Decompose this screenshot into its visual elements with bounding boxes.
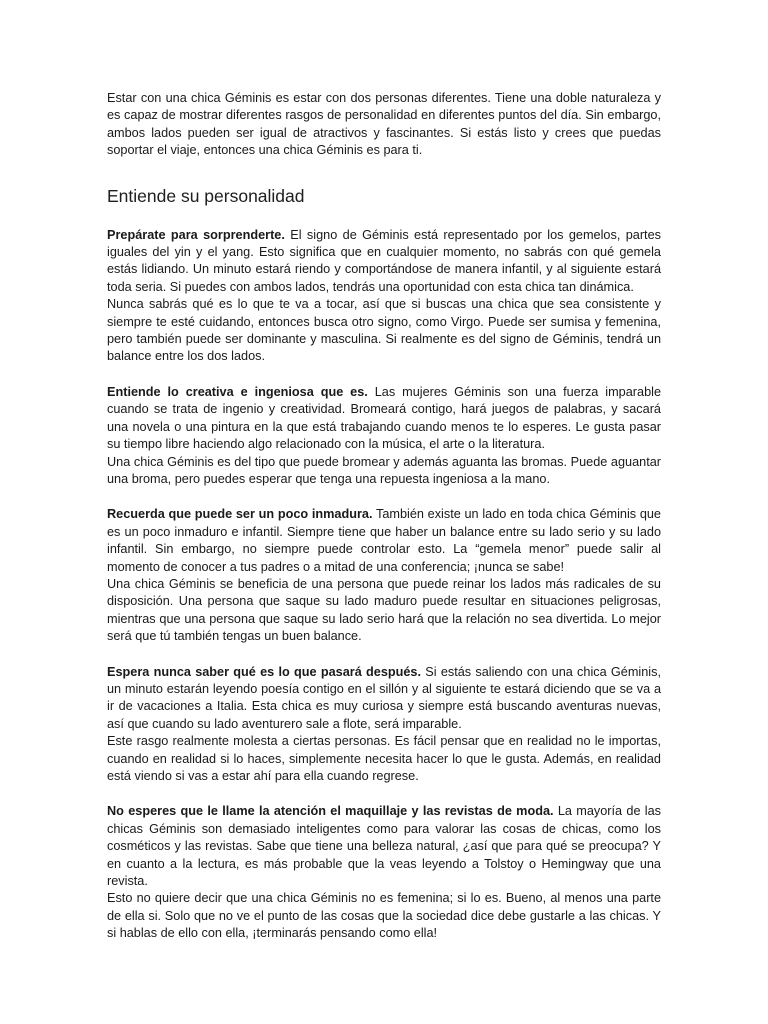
paragraph: Este rasgo realmente molesta a ciertas personas. Es fácil pensar que en realidad no le importas, cuando en realidad si lo haces, simplemente necesita hacer lo que le gusta. Además, en realidad está viendo si vas a estar ahí para ella cuando regrese. [107, 734, 661, 783]
paragraph-text: También existe un lado en toda chica Géminis que es un poco inmaduro e infantil. Siempre tiene que haber un balance entre su lado serio y su lado infantil. Sin embargo, no siempre puede controlar esto. La “gemela menor” puede salir al momento de conocer a tus padres o a mitad de una conferencia; ¡nunca se sabe! [107, 507, 661, 574]
paragraph: Esto no quiere decir que una chica Géminis no es femenina; si lo es. Bueno, al menos una parte de ella si. Solo que no ve el punto de las cosas que la sociedad dice debe gustarle a las chicas. Y si hablas de ello con ella, ¡terminarás pensando como ella! [107, 891, 661, 941]
paragraph: Una chica Géminis es del tipo que puede bromear y además aguanta las bromas. Puede aguantar una broma, pero puedes esperar que tenga una repuesta ingeniosa a la mano. [107, 454, 661, 486]
section-heading: Entiende su personalidad [107, 185, 305, 206]
paragraph-text: El signo de Géminis está representado por los gemelos, partes iguales del yin y el yang. Esto significa que en cualquier momento, no sabrás con qué gemela estás lidiando. Un minuto estará riendo y comportándose de manera infantil, y al siguiente estará toda seria. Si puedes con ambos lados, tendrás una oportunidad con esta chica tan dinámica. [107, 227, 661, 294]
paragraph-text: La mayoría de las chicas Géminis son demasiado inteligentes como para valorar las cosas de chicas, como los cosméticos y las revistas. Sabe que tiene una belleza natural, ¿así que para qué se preocupa? Y en cuanto a la lectura, es más probable que la veas leyendo a Tolstoy o Hemingway que una revista. [107, 804, 662, 889]
paragraph-lead: No esperes que le llame la atención el maquillaje y las revistas de moda. [107, 804, 554, 819]
paragraph-lead: Prepárate para sorprenderte. [107, 227, 285, 242]
intro-paragraph: Estar con una chica Géminis es estar con dos personas diferentes. Tiene una doble naturaleza y es capaz de mostrar diferentes rasgos de personalidad en diferentes puntos del día. Sin embargo, ambos lados pueden ser igual de atractivos y fascinantes. Si estás listo y crees que puedas soportar el viaje, entonces una chica Géminis es para ti. [107, 91, 661, 158]
paragraph-lead: Espera nunca saber qué es lo que pasará después. [107, 664, 422, 679]
paragraph: Nunca sabrás qué es lo que te va a tocar, así que si buscas una chica que sea consistente y siempre te esté cuidando, entonces busca otro signo, como Virgo. Puede ser sumisa y femenina, pero también puede ser dominante y masculina. Si realmente es del signo de Géminis, tendrá un balance entre los dos lados. [107, 297, 661, 364]
paragraph [107, 664, 661, 734]
section-unpredictable [107, 664, 661, 786]
section-prepare [107, 227, 661, 366]
paragraph [107, 227, 661, 297]
paragraph-text: Si estás saliendo con una chica Géminis, un minuto estarán leyendo poesía contigo en el sillón y al siguiente te estará diciendo que se va a ir de vacaciones a Italia. Esta chica es muy curiosa y siempre está buscando aventuras nuevas, así que cuando su lado aventurero sale a flote, será imparable. [107, 664, 661, 731]
paragraph [107, 384, 661, 454]
section-creative [107, 384, 661, 488]
paragraph-lead: Recuerda que puede ser un poco inmadura. [107, 507, 373, 522]
document-page [107, 90, 661, 961]
section-makeup [107, 803, 661, 942]
paragraph: Una chica Géminis se beneficia de una persona que puede reinar los lados más radicales de su disposición. Una persona que saque su lado maduro puede resultar en situaciones peligrosas, mientras que una persona que saque su lado serio hará que la relación no sea divertida. Lo mejor será que tú también tengas un buen balance. [107, 576, 661, 644]
paragraph [107, 803, 661, 890]
section-immature [107, 506, 661, 645]
paragraph [107, 506, 661, 576]
paragraph-text: Las mujeres Géminis son una fuerza imparable cuando se trata de ingenio y creatividad. Bromeará contigo, hará juegos de palabras, y sacará una novela o una pintura en la que está trabajando cuando menos te lo esperes. Le gusta pasar su tiempo libre haciendo algo relacionado con la música, el arte o la literatura. [107, 384, 661, 452]
paragraph-lead: Entiende lo creativa e ingeniosa que es. [107, 384, 368, 399]
